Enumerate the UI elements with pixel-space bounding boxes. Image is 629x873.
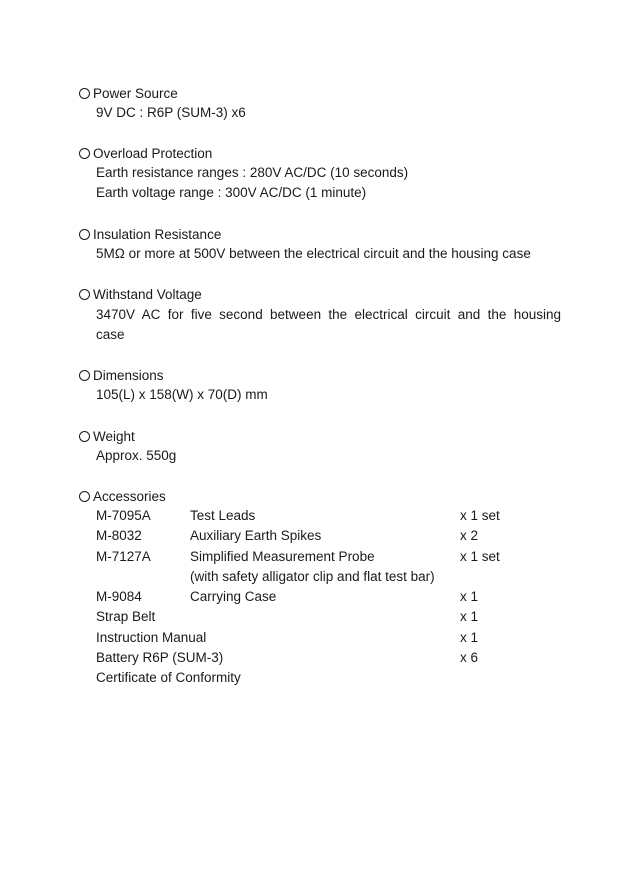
accessory-code: M-7095A bbox=[96, 508, 151, 523]
spec-line: Earth resistance ranges : 280V AC/DC (10 seconds) bbox=[96, 165, 409, 180]
accessory-name: Instruction Manual bbox=[96, 629, 207, 645]
accessory-name: Strap Belt bbox=[96, 609, 156, 625]
section-power-source bbox=[79, 83, 569, 123]
table-row bbox=[96, 587, 569, 607]
spec-line: 3470V AC for five second between the electrical circuit and the housing bbox=[96, 307, 561, 322]
section-title: Insulation Resistance bbox=[93, 226, 222, 242]
spec-line: 9V DC : R6P (SUM-3) x6 bbox=[96, 105, 246, 120]
accessory-name: Certificate of Conformity bbox=[96, 670, 241, 686]
section-title: Withstand Voltage bbox=[93, 286, 202, 302]
circle-bullet-icon bbox=[79, 370, 90, 381]
circle-bullet-icon bbox=[79, 491, 90, 502]
section-title: Accessories bbox=[93, 488, 166, 504]
accessory-name: Auxiliary Earth Spikes bbox=[190, 528, 322, 544]
accessory-name: Carrying Case bbox=[190, 589, 277, 605]
table-row bbox=[96, 526, 569, 546]
circle-bullet-icon bbox=[79, 229, 90, 240]
accessory-name: (with safety alligator clip and flat test bar) bbox=[190, 568, 435, 584]
spec-line: Earth voltage range : 300V AC/DC (1 minute) bbox=[96, 185, 367, 200]
section-title: Overload Protection bbox=[93, 145, 213, 161]
spec-line: Approx. 550g bbox=[96, 448, 177, 463]
table-row bbox=[96, 506, 569, 526]
section-dimensions bbox=[79, 365, 569, 405]
accessory-name: Test Leads bbox=[190, 508, 256, 523]
accessory-code: M-9084 bbox=[96, 589, 142, 605]
accessory-qty: x 1 set bbox=[460, 508, 500, 523]
accessory-code bbox=[96, 567, 190, 587]
table-row bbox=[96, 628, 569, 648]
table-row bbox=[96, 607, 569, 627]
spec-line: 105(L) x 158(W) x 70(D) mm bbox=[96, 387, 268, 402]
table-row bbox=[96, 668, 569, 688]
accessory-code: M-7127A bbox=[96, 548, 151, 564]
section-accessories bbox=[79, 486, 569, 689]
section-weight bbox=[79, 426, 569, 466]
accessory-code: M-8032 bbox=[96, 528, 142, 544]
spec-line: case bbox=[96, 327, 125, 342]
spec-line: 5MΩ or more at 500V between the electrical circuit and the housing case bbox=[96, 246, 531, 261]
section-overload-protection bbox=[79, 143, 569, 203]
section-title: Dimensions bbox=[93, 367, 164, 383]
circle-bullet-icon bbox=[79, 431, 90, 442]
accessory-qty: x 1 bbox=[460, 609, 479, 625]
circle-bullet-icon bbox=[79, 148, 90, 159]
accessory-qty: x 2 bbox=[460, 528, 479, 544]
table-row bbox=[96, 567, 569, 587]
section-withstand-voltage bbox=[79, 284, 561, 345]
accessory-name: Simplified Measurement Probe bbox=[190, 548, 375, 564]
accessory-qty: x 1 bbox=[460, 629, 479, 645]
accessory-qty: x 6 bbox=[460, 650, 479, 666]
accessory-qty: x 1 bbox=[460, 589, 479, 605]
accessory-name: Battery R6P (SUM-3) bbox=[96, 650, 224, 666]
circle-bullet-icon bbox=[79, 289, 90, 300]
section-title: Weight bbox=[93, 428, 135, 444]
table-row bbox=[96, 547, 569, 567]
accessories-table bbox=[79, 506, 569, 689]
accessory-qty: x 1 set bbox=[460, 548, 500, 564]
table-row bbox=[96, 648, 569, 668]
circle-bullet-icon bbox=[79, 88, 90, 99]
section-insulation-resistance bbox=[79, 224, 569, 264]
section-title: Power Source bbox=[93, 85, 178, 101]
